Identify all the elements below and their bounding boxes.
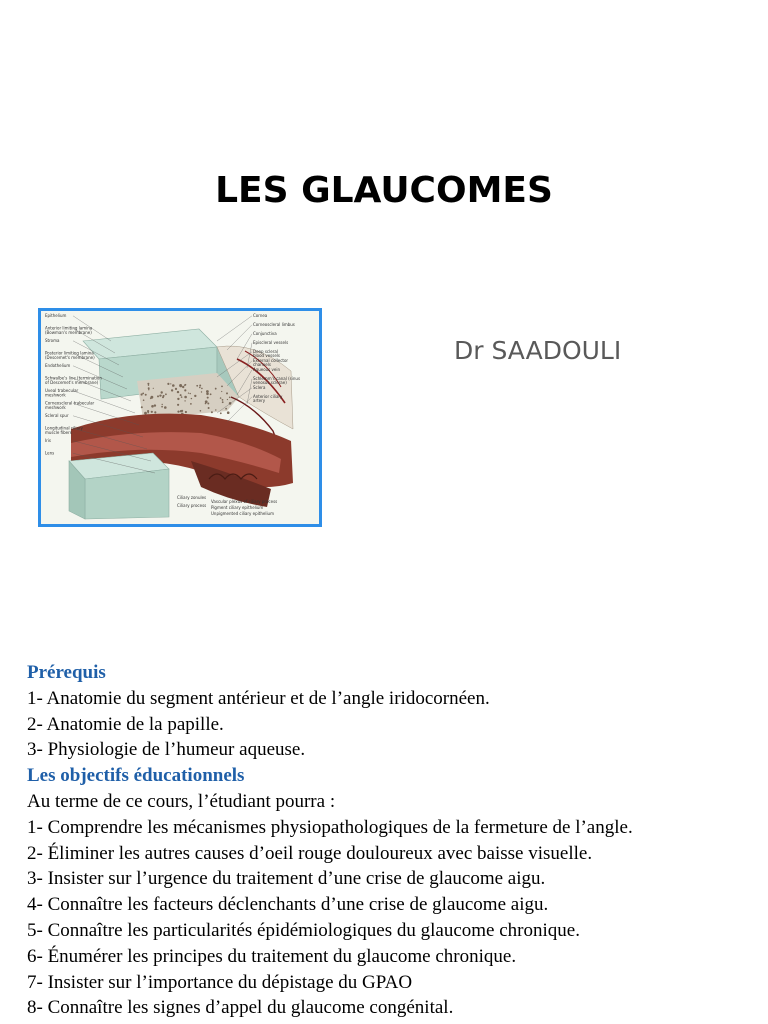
- trabecular-speckle: [227, 399, 228, 400]
- prerequis-list: [27, 686, 757, 763]
- figure-label: Scleral spur: [45, 413, 69, 418]
- trabecular-speckle: [206, 393, 209, 396]
- figure-label: Schwalbe's line (termination of Descemet's membrane): [45, 375, 102, 385]
- figure-label: Corneoscleral limbus: [253, 322, 295, 327]
- trabecular-speckle: [188, 393, 189, 394]
- list-item: 3- Insister sur l’urgence du traitement d’une crise de glaucome aigu.: [27, 868, 546, 890]
- trabecular-speckle: [165, 393, 167, 395]
- figure-label: Corneoscleral trabecular meshwork: [45, 400, 95, 410]
- figure-leader-line: [227, 325, 252, 350]
- figure-label: Stroma: [45, 338, 60, 343]
- list-item: 8- Connaître les signes d’appel du glaucome congénital.: [27, 997, 454, 1019]
- trabecular-speckle: [147, 412, 149, 414]
- trabecular-speckle: [172, 384, 175, 387]
- objectifs-list: [27, 815, 757, 1021]
- trabecular-speckle: [207, 403, 209, 405]
- trabecular-speckle: [154, 411, 156, 413]
- list-item: 3- Physiologie de l’humeur aqueuse.: [27, 739, 306, 761]
- trabecular-speckle: [177, 411, 179, 413]
- figure-label: Sclera: [253, 385, 266, 390]
- figure-label: Episcleral vessels: [253, 340, 289, 345]
- trabecular-speckle: [207, 397, 209, 399]
- trabecular-speckle: [177, 404, 179, 406]
- trabecular-speckle: [164, 406, 167, 409]
- trabecular-speckle: [215, 409, 216, 410]
- figure-label: Iris: [45, 438, 52, 443]
- figure-label: Longitudinal ciliary muscle fibers: [45, 425, 83, 435]
- trabecular-speckle: [222, 401, 224, 403]
- trabecular-speckle: [222, 399, 224, 401]
- trabecular-speckle: [220, 397, 222, 399]
- trabecular-speckle: [199, 387, 201, 389]
- trabecular-speckle: [226, 392, 228, 394]
- list-item: 1- Comprendre les mécanismes physiopathologiques de la fermeture de l’angle.: [27, 816, 633, 838]
- trabecular-speckle: [177, 398, 179, 400]
- trabecular-speckle: [225, 408, 227, 410]
- list-item: 2- Anatomie de la papille.: [27, 713, 224, 735]
- figure-label: Pigment ciliary epithelium: [211, 505, 264, 510]
- figure-label: Anterior ciliary artery: [253, 394, 283, 403]
- trabecular-speckle: [184, 396, 187, 399]
- figure-label: Anterior limiting lamina (Bowman's membrane): [45, 325, 93, 335]
- list-item: 7- Insister sur l’importance du dépistage du GPAO: [27, 971, 413, 993]
- figure-label: Epithelium: [45, 313, 67, 318]
- trabecular-speckle: [220, 412, 222, 414]
- trabecular-speckle: [143, 399, 145, 401]
- page-title: LES GLAUCOMES: [215, 170, 553, 211]
- trabecular-speckle: [141, 406, 143, 408]
- trabecular-speckle: [208, 407, 210, 409]
- trabecular-speckle: [145, 394, 147, 396]
- trabecular-speckle: [147, 383, 149, 385]
- figure-leader-line: [217, 316, 252, 341]
- trabecular-speckle: [180, 410, 182, 412]
- figure-label: Posterior limiting lamina (Descemet's membrane): [45, 350, 95, 360]
- figure-label: Deep scleral blood vessels: [253, 349, 281, 358]
- list-item: 1- Anatomie du segment antérieur et de l’angle iridocornéen.: [27, 687, 490, 709]
- trabecular-speckle: [200, 410, 202, 412]
- trabecular-speckle: [150, 397, 152, 399]
- list-item: 5- Connaître les particularités épidémiologiques du glaucome chronique.: [27, 919, 580, 941]
- anatomy-illustration: [41, 311, 319, 524]
- figure-label: Unpigmented ciliary epithelium: [211, 511, 274, 516]
- objectifs-heading: Les objectifs éducationnels: [27, 765, 245, 787]
- trabecular-speckle: [148, 387, 150, 389]
- figure-label: Vascular plexus of ciliary process: [211, 499, 278, 504]
- trabecular-speckle: [184, 400, 185, 401]
- course-content: [27, 660, 757, 1021]
- trabecular-speckle: [190, 403, 192, 405]
- figure-label: Uveal trabecular meshwork: [45, 388, 79, 398]
- trabecular-speckle: [167, 383, 169, 385]
- trabecular-speckle: [194, 395, 196, 397]
- trabecular-speckle: [177, 391, 179, 393]
- figure-label: Ciliary process: [177, 503, 207, 508]
- trabecular-speckle: [211, 411, 213, 413]
- trabecular-speckle: [201, 391, 202, 392]
- trabecular-speckle: [182, 386, 184, 388]
- trabecular-speckle: [153, 388, 154, 389]
- trabecular-speckle: [210, 393, 212, 395]
- trabecular-speckle: [148, 385, 149, 386]
- trabecular-speckle: [171, 389, 173, 391]
- trabecular-speckle: [191, 398, 192, 399]
- list-item: 6- Énumérer les principes du traitement du glaucome chronique.: [27, 945, 517, 967]
- trabecular-speckle: [229, 397, 231, 399]
- trabecular-speckle: [161, 391, 163, 393]
- trabecular-speckle: [163, 395, 165, 397]
- trabecular-speckle: [179, 384, 182, 387]
- trabecular-speckle: [201, 388, 203, 390]
- figure-label: Endothelium: [45, 363, 71, 368]
- trabecular-speckle: [227, 411, 230, 414]
- figure-label: Aqueous vein: [253, 367, 281, 372]
- trabecular-speckle: [180, 394, 182, 396]
- trabecular-speckle: [221, 391, 222, 392]
- trabecular-speckle: [190, 393, 191, 394]
- prerequis-heading: Prérequis: [27, 662, 106, 683]
- list-item: 2- Éliminer les autres causes d’oeil rouge douloureux avec baisse visuelle.: [27, 842, 593, 864]
- trabecular-speckle: [154, 404, 156, 406]
- trabecular-speckle: [185, 411, 187, 413]
- figure-label: Conjunctiva: [253, 331, 277, 336]
- trabecular-speckle: [162, 404, 163, 405]
- trabecular-speckle: [215, 388, 217, 390]
- figure-label: Lens: [45, 450, 55, 456]
- trabecular-speckle: [181, 396, 183, 398]
- figure-label: Cornea: [253, 313, 268, 318]
- trabecular-speckle: [151, 411, 153, 413]
- figure-label: Ciliary zonules: [177, 495, 207, 500]
- author-name: Dr SAADOULI: [454, 336, 622, 365]
- trabecular-speckle: [175, 388, 177, 390]
- trabecular-speckle: [206, 390, 209, 393]
- trabecular-speckle: [184, 389, 186, 391]
- trabecular-speckle: [196, 385, 198, 387]
- trabecular-speckle: [161, 406, 163, 408]
- trabecular-speckle: [151, 405, 154, 408]
- trabecular-speckle: [141, 393, 143, 395]
- objectifs-intro: Au terme de ce cours, l’étudiant pourra :: [27, 790, 336, 812]
- trabecular-speckle: [170, 383, 171, 384]
- trabecular-speckle: [221, 386, 223, 388]
- anterior-chamber-angle-figure: [38, 308, 322, 527]
- figure-label: External collector channels: [253, 358, 289, 367]
- trabecular-speckle: [148, 389, 149, 390]
- trabecular-speckle: [144, 412, 147, 415]
- trabecular-speckle: [205, 400, 208, 403]
- trabecular-speckle: [157, 395, 159, 397]
- figure-label: Schlemm's canal (sinus venosus sclerae): [253, 376, 301, 385]
- list-item: 4- Connaître les facteurs déclenchants d’une crise de glaucome aigu.: [27, 894, 549, 916]
- trabecular-speckle: [184, 384, 186, 386]
- trabecular-speckle: [199, 385, 201, 387]
- trabecular-speckle: [161, 395, 162, 396]
